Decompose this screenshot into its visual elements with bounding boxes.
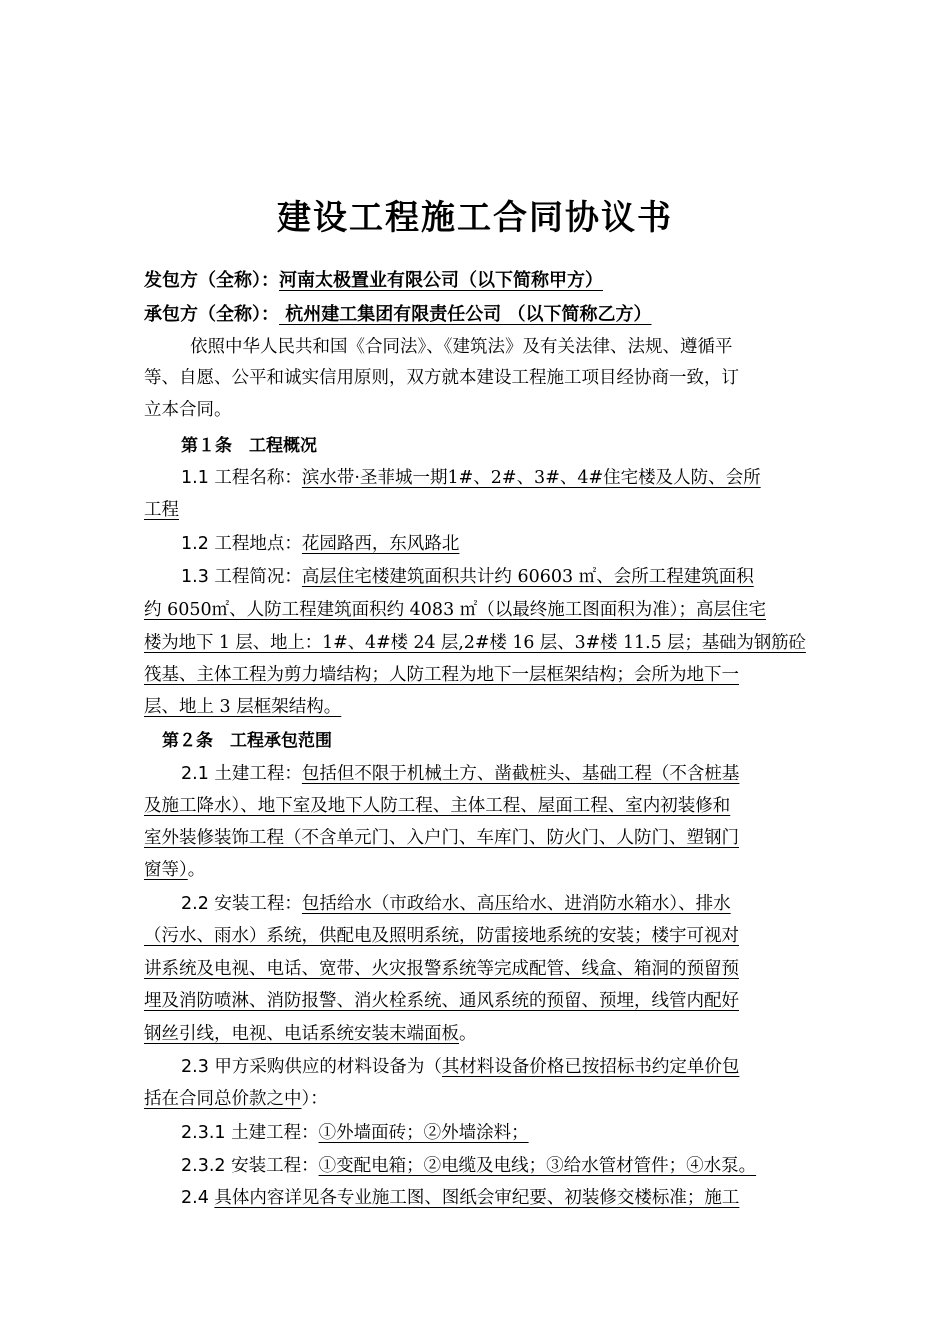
- section-2-1-value-2: 及施工降水）、地下室及地下人防工程、主体工程、屋面工程、室内初装修和: [144, 796, 731, 816]
- section-2-2-value-3: 讲系统及电视、电话、宽带、火灾报警系统等完成配管、线盒、箱洞的预留预: [144, 959, 739, 979]
- party-a-label: 发包方（全称）：: [144, 270, 279, 291]
- party-a-line: [144, 266, 603, 292]
- section-1-3-line-3: [144, 629, 806, 654]
- section-2-2-line-1: [181, 890, 731, 915]
- section-2-2-value: 包括给水（市政给水、高压给水、进消防水箱水）、排水: [301, 894, 731, 914]
- article-1-heading: 第１条 工程概况: [181, 436, 317, 456]
- document-title: 建设工程施工合同协议书: [277, 198, 673, 238]
- section-2-2-line-5: [144, 1020, 477, 1045]
- section-2-3-1-value: ①外墙面砖；②外墙涂料；: [318, 1123, 529, 1143]
- section-2-1-line-1: [181, 760, 739, 785]
- section-2-3-1-label: 2.3.1 土建工程：: [181, 1123, 319, 1143]
- section-2-2-value-2: （污水、雨水）系统，供配电及照明系统，防雷接地系统的安装；楼宇可视对: [144, 926, 739, 946]
- section-1-1-value-cont: 工程: [144, 500, 179, 520]
- section-2-1-line-2: [144, 792, 730, 817]
- section-1-1-line-2: [144, 496, 179, 521]
- section-2-1-value: 包括但不限于机械土方、凿截桩头、基础工程（不含桩基: [301, 764, 740, 784]
- section-2-2-label: 2.2 安装工程：: [181, 894, 302, 914]
- section-1-3-value-2: 约 6050㎡、人防工程建筑面积约 4083 ㎡（以最终施工图面积为准）；高层住宅: [144, 600, 767, 620]
- section-2-3-2-value: ①变配电箱；②电缆及电线；③给水管材管件；④水泵。: [318, 1156, 757, 1176]
- section-2-1-line-4: [144, 856, 205, 881]
- party-b-label: 承包方（全称）：: [144, 304, 279, 325]
- section-1-1-label: 1.1 工程名称：: [181, 468, 302, 488]
- section-2-1-value-4: 窗等）: [144, 860, 188, 880]
- section-2-2-line-4: [144, 987, 739, 1012]
- section-2-2-value-5: 钢丝引线，电视、电话系统安装末端面板: [144, 1024, 459, 1044]
- section-2-1-tail: 。: [187, 860, 206, 880]
- section-1-3-line-5: [144, 693, 341, 718]
- section-2-3-label: 2.3 甲方采购供应的材料设备为（: [181, 1057, 442, 1077]
- section-2-3-1-line: [181, 1119, 529, 1144]
- intro-line-1: 依照中华人民共和国《合同法》、《建筑法》及有关法律、法规、遵循平: [190, 337, 733, 357]
- section-1-2-line: [181, 530, 459, 555]
- section-2-4-value: 具体内容详见各专业施工图、图纸会审纪要、初装修交楼标准；施工: [214, 1188, 740, 1208]
- section-1-3-value-3: 楼为地下 1 层、地上：1#、4#楼 24 层,2#楼 16 层、3#楼 11.5 层；基础为钢筋砼: [144, 633, 806, 653]
- section-2-2-line-3: [144, 955, 739, 980]
- section-2-2-value-4: 埋及消防喷淋、消防报警、消火栓系统、通风系统的预留、预埋，线管内配好: [144, 991, 739, 1011]
- section-2-4-label: 2.4: [181, 1188, 215, 1208]
- section-1-1-value: 滨水带·圣菲城一期1#、2#、3#、4#住宅楼及人防、会所: [301, 468, 761, 488]
- section-2-1-label: 2.1 土建工程：: [181, 764, 302, 784]
- intro-line-2: 等、自愿、公平和诚实信用原则，双方就本建设工程施工项目经协商一致，订: [144, 368, 739, 388]
- section-2-3-2-label: 2.3.2 安装工程：: [181, 1156, 319, 1176]
- section-1-2-value: 花园路西，东风路北: [301, 534, 460, 554]
- party-b-line: [144, 300, 652, 326]
- section-1-1-line-1: [181, 464, 761, 489]
- section-1-2-label: 1.2 工程地点：: [181, 534, 302, 554]
- section-2-3-line-2: [144, 1085, 328, 1110]
- section-2-1-line-3: [144, 824, 739, 849]
- intro-line-3: 立本合同。: [144, 400, 232, 420]
- section-2-2-line-2: [144, 922, 739, 947]
- section-2-3-tail: ）：: [301, 1089, 328, 1109]
- party-a-value: 河南太极置业有限公司（以下简称甲方）: [279, 270, 603, 291]
- section-1-3-value-4: 筏基、主体工程为剪力墙结构；人防工程为地下一层框架结构；会所为地下一: [144, 665, 739, 685]
- section-1-3-line-2: [144, 596, 766, 621]
- section-1-3-line-1: [181, 563, 754, 588]
- section-1-3-value: 高层住宅楼建筑面积共计约 60603 ㎡、会所工程建筑面积: [301, 567, 754, 587]
- section-1-3-line-4: [144, 661, 739, 686]
- party-b-value: 杭州建工集团有限责任公司 （以下简称乙方）: [279, 304, 652, 325]
- section-1-3-label: 1.3 工程简况：: [181, 567, 302, 587]
- section-2-1-value-3: 室外装修装饰工程（不含单元门、入户门、车库门、防火门、人防门、塑钢门: [144, 828, 739, 848]
- section-2-3-line-1: [181, 1053, 739, 1078]
- section-2-3-2-line: [181, 1152, 756, 1177]
- article-2-heading: 第２条 工程承包范围: [162, 731, 332, 751]
- section-2-3-value-2: 括在合同总价款之中: [144, 1089, 302, 1109]
- section-1-3-value-5: 层、地上 3 层框架结构。: [144, 697, 342, 717]
- section-2-2-tail: 。: [459, 1024, 477, 1044]
- section-2-3-value: 其材料设备价格已按招标书约定单价包: [441, 1057, 740, 1077]
- section-2-4-line: [181, 1184, 739, 1209]
